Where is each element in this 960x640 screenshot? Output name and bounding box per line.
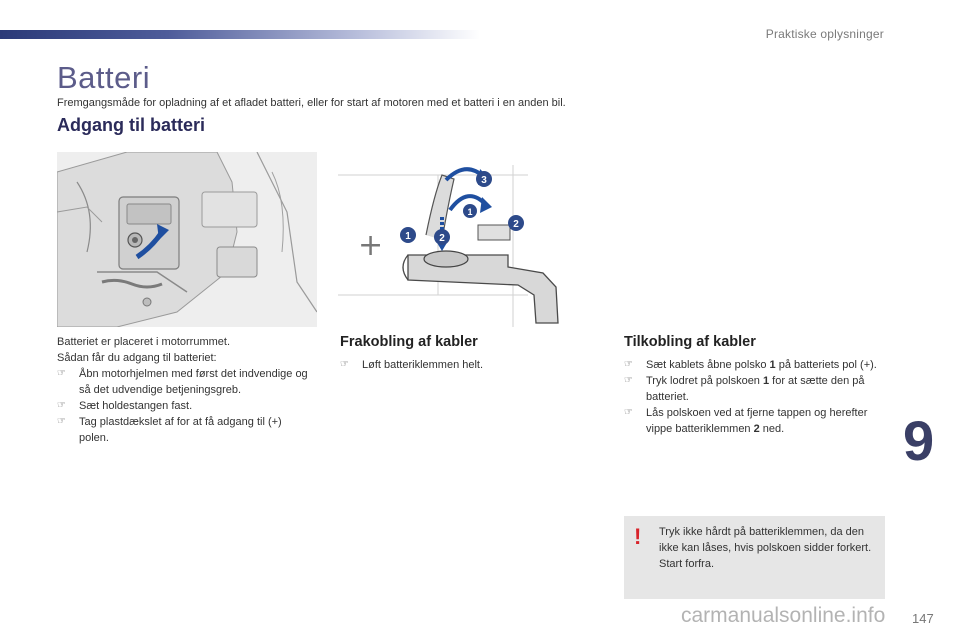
warning-box	[624, 516, 885, 599]
access-intro-1: Batteriet er placeret i motorrummet.	[57, 336, 231, 348]
terminal-drawing	[338, 155, 568, 327]
step-ref: 1	[762, 375, 770, 387]
step-text: Lås polskoen ved at fjerne tappen og herefter vippe batteriklemmen	[646, 407, 868, 435]
callout-2a-label: 2	[439, 233, 445, 244]
access-instructions	[57, 334, 312, 446]
step-text: for at sætte den på batteriet.	[646, 375, 865, 403]
list-item	[624, 405, 886, 437]
list-item: ☞ Åbn motorhjelmen med først det indvendige og så det udvendige betjeningsgreb.	[57, 366, 312, 398]
section-label: Praktiske oplysninger	[765, 27, 884, 41]
disconnect-steps	[340, 357, 590, 373]
battery-terminal-diagram	[338, 155, 568, 327]
callout-2b-label: 2	[513, 219, 519, 230]
page-subtitle: Fremgangsmåde for opladning af et afladet batteri, eller for start af motoren med et batteri i en anden bil.	[57, 97, 566, 109]
connect-steps	[624, 357, 886, 437]
access-steps	[57, 366, 312, 446]
callout-3-label: 3	[481, 175, 487, 186]
list-item: ☞ Sæt holdestangen fast.	[57, 398, 312, 414]
list-item	[624, 357, 886, 373]
engine-bay-illustration	[57, 152, 317, 327]
watermark: carmanualsonline.info	[681, 604, 886, 627]
access-intro-2: Sådan får du adgang til batteriet:	[57, 352, 217, 364]
list-item: ☞ Tag plastdækslet af for at få adgang til (+) polen.	[57, 414, 312, 446]
page-number: 147	[912, 611, 934, 626]
step-text: Tryk lodret på polskoen	[646, 375, 763, 387]
list-item: ☞ Løft batteriklemmen helt.	[340, 357, 590, 373]
step-text: Sæt kablets åbne polsko	[646, 359, 770, 371]
connect-heading: Tilkobling af kabler	[624, 334, 756, 350]
callout-1b-label: 1	[467, 207, 473, 217]
callout-1-label: 1	[405, 231, 411, 242]
step-ref: 2	[753, 423, 760, 435]
page-title: Batteri	[57, 60, 151, 95]
list-item	[624, 373, 886, 405]
header-bar	[0, 30, 480, 39]
connect-instructions	[624, 357, 886, 437]
plus-sign: +	[358, 228, 384, 263]
warning-text: Tryk ikke hårdt på batteriklemmen, da den ikke kan låses, hvis polskoen sidder forkert. Start forfra.	[659, 526, 872, 570]
disconnect-heading: Frakobling af kabler	[340, 334, 478, 350]
disconnect-instructions	[340, 357, 590, 373]
chapter-number: 9	[903, 409, 935, 472]
engine-bay-drawing	[57, 152, 317, 327]
step-ref: 1	[769, 359, 776, 371]
section-heading: Adgang til batteri	[57, 115, 205, 135]
warning-icon: !	[634, 524, 642, 549]
step-text: på batteriets pol (+).	[775, 359, 877, 371]
step-text: ned.	[759, 423, 785, 435]
